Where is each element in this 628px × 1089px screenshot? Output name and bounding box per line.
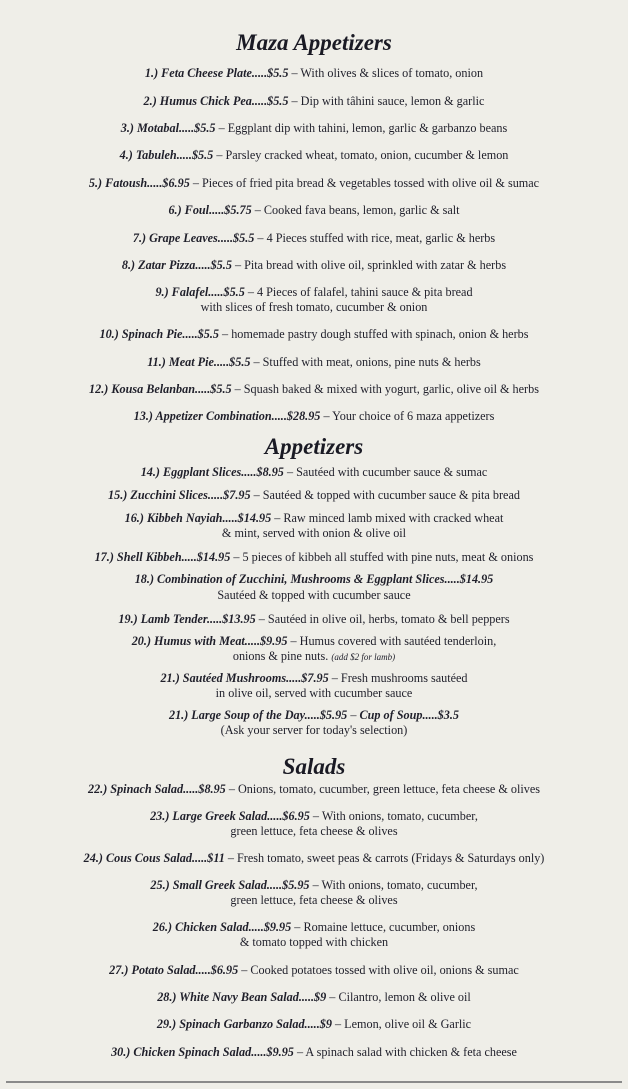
menu-item-line2 <box>0 723 628 738</box>
item-name: 20.) Humus with Meat.....$9.95 <box>131 634 288 648</box>
item-extra: Cup of Soup.....$3.5 <box>359 708 460 722</box>
item-name: 24.) Cous Cous Salad.....$11 <box>83 851 225 865</box>
menu-item <box>0 990 628 1005</box>
menu-item <box>0 708 628 723</box>
menu-item <box>0 94 628 109</box>
item-desc: – Fresh tomato, sweet peas & carrots (Fridays & Saturdays only) <box>224 851 545 865</box>
item-name: 9.) Falafel.....$5.5 <box>155 285 245 299</box>
item-name: 21.) Sautéed Mushrooms.....$7.95 <box>160 671 329 685</box>
item-name: 28.) White Navy Bean Salad.....$9 <box>157 990 327 1004</box>
item-name: 10.) Spinach Pie.....$5.5 <box>99 327 219 341</box>
menu-item <box>0 327 628 342</box>
item-name: 25.) Small Greek Salad.....$5.95 <box>150 878 310 892</box>
menu-item <box>0 465 628 480</box>
menu-item <box>0 66 628 81</box>
menu-item <box>0 963 628 978</box>
menu-item <box>0 382 628 397</box>
item-desc: – Fresh mushrooms sautéed <box>328 671 468 685</box>
item-name: 30.) Chicken Spinach Salad.....$9.95 <box>111 1045 294 1059</box>
item-desc: – Your choice of 6 maza appetizers <box>320 409 495 423</box>
menu-item-line2 <box>0 588 628 603</box>
item-name: 5.) Fatoush.....$6.95 <box>88 176 190 190</box>
item-desc: – Stuffed with meat, onions, pine nuts & herbs <box>250 355 481 369</box>
item-desc: – Humus covered with sautéed tenderloin, <box>287 634 497 648</box>
item-desc-line2: & tomato topped with chicken <box>239 935 389 949</box>
item-desc: – Cooked fava beans, lemon, garlic & salt <box>251 203 460 217</box>
menu-item <box>0 920 628 935</box>
item-desc-line2: green lettuce, feta cheese & olives <box>230 824 398 838</box>
item-desc: – Sautéed in olive oil, herbs, tomato & bell peppers <box>255 612 510 626</box>
item-name: 23.) Large Greek Salad.....$6.95 <box>150 809 310 823</box>
menu-item <box>0 285 628 300</box>
item-desc: – Squash baked & mixed with yogurt, garlic, olive oil & herbs <box>231 382 539 396</box>
item-desc: – homemade pastry dough stuffed with spinach, onion & herbs <box>219 327 529 341</box>
item-name: 1.) Feta Cheese Plate.....$5.5 <box>144 66 289 80</box>
menu-item <box>0 121 628 136</box>
item-note: (add $2 for lamb) <box>331 652 396 662</box>
menu-item <box>0 634 628 649</box>
menu-item <box>0 1017 628 1032</box>
item-name: 8.) Zatar Pizza.....$5.5 <box>121 258 232 272</box>
item-name: 29.) Spinach Garbanzo Salad.....$9 <box>156 1017 332 1031</box>
item-name: 22.) Spinach Salad.....$8.95 <box>87 782 226 796</box>
item-desc: – 4 Pieces stuffed with rice, meat, garlic & herbs <box>254 231 496 245</box>
menu-item <box>0 1045 628 1060</box>
item-desc: – With olives & slices of tomato, onion <box>288 66 484 80</box>
item-desc: – Raw minced lamb mixed with cracked wheat <box>271 511 504 525</box>
item-name: 6.) Foul.....$5.75 <box>168 203 252 217</box>
item-desc: – Lemon, olive oil & Garlic <box>331 1017 472 1031</box>
item-name: 21.) Large Soup of the Day.....$5.95 <box>168 708 348 722</box>
item-name: 26.) Chicken Salad.....$9.95 <box>152 920 292 934</box>
section-title-appetizers: Appetizers <box>264 434 364 459</box>
item-name: 4.) Tabuleh.....$5.5 <box>119 148 214 162</box>
item-desc: – <box>347 708 360 722</box>
menu-item <box>0 550 628 565</box>
item-name: 18.) Combination of Zucchini, Mushrooms & Eggplant Slices.....$14.95 <box>134 572 494 586</box>
menu-item <box>0 258 628 273</box>
menu-item <box>0 488 628 503</box>
item-desc-line2: Sautéed & topped with cucumber sauce <box>217 588 411 602</box>
item-name: 15.) Zucchini Slices.....$7.95 <box>108 488 251 502</box>
menu-item <box>0 671 628 686</box>
item-desc: – Romaine lettuce, cucumber, onions <box>291 920 476 934</box>
menu-item <box>0 148 628 163</box>
item-desc: – Sautéed with cucumber sauce & sumac <box>283 465 488 479</box>
item-name: 16.) Kibbeh Nayiah.....$14.95 <box>124 511 272 525</box>
item-desc: – Eggplant dip with tahini, lemon, garlic & garbanzo beans <box>215 121 508 135</box>
item-name: 27.) Potato Salad.....$6.95 <box>109 963 239 977</box>
item-name: 12.) Kousa Belanban.....$5.5 <box>89 382 232 396</box>
item-name: 19.) Lamb Tender.....$13.95 <box>118 612 256 626</box>
menu-item <box>0 572 628 587</box>
menu-item <box>0 355 628 370</box>
item-desc: – Dip with tâhini sauce, lemon & garlic <box>288 94 485 108</box>
menu-item <box>0 878 628 893</box>
menu-item <box>0 409 628 424</box>
item-name: 2.) Humus Chick Pea.....$5.5 <box>143 94 289 108</box>
item-desc: – Pieces of fried pita bread & vegetables tossed with olive oil & sumac <box>189 176 540 190</box>
item-desc: – Cooked potatoes tossed with olive oil, onions & sumac <box>238 963 519 977</box>
item-desc-line2: & mint, served with onion & olive oil <box>221 526 407 540</box>
menu-item <box>0 612 628 627</box>
item-desc: – Cilantro, lemon & olive oil <box>326 990 471 1004</box>
item-desc: – With onions, tomato, cucumber, <box>309 809 478 823</box>
menu-item <box>0 851 628 866</box>
section-title-maza: Maza Appetizers <box>236 30 392 55</box>
menu-item-line2 <box>0 300 628 315</box>
menu-item-line2 <box>0 649 628 665</box>
item-name: 14.) Eggplant Slices.....$8.95 <box>140 465 284 479</box>
item-desc: – Onions, tomato, cucumber, green lettuce, feta cheese & olives <box>225 782 541 796</box>
section-title-salads: Salads <box>282 754 346 779</box>
menu-item-line2 <box>0 686 628 701</box>
item-desc: – 4 Pieces of falafel, tahini sauce & pita bread <box>244 285 473 299</box>
item-desc: – Parsley cracked wheat, tomato, onion, cucumber & lemon <box>213 148 509 162</box>
item-desc: – 5 pieces of kibbeh all stuffed with pine nuts, meat & onions <box>230 550 534 564</box>
item-desc: – A spinach salad with chicken & feta cheese <box>293 1045 517 1059</box>
item-name: 13.) Appetizer Combination.....$28.95 <box>133 409 321 423</box>
item-desc: – With onions, tomato, cucumber, <box>309 878 478 892</box>
menu-item <box>0 782 628 797</box>
item-name: 3.) Motabal.....$5.5 <box>120 121 216 135</box>
item-desc-line2: green lettuce, feta cheese & olives <box>230 893 398 907</box>
menu-item-line2 <box>0 893 628 908</box>
menu-item-line2 <box>0 526 628 541</box>
menu-item <box>0 231 628 246</box>
item-desc-line2: onions & pine nuts. <box>232 649 329 663</box>
menu-item <box>0 809 628 824</box>
item-desc: – Sautéed & topped with cucumber sauce & pita bread <box>250 488 520 502</box>
item-name: 17.) Shell Kibbeh.....$14.95 <box>94 550 231 564</box>
item-name: 7.) Grape Leaves.....$5.5 <box>132 231 255 245</box>
menu-item <box>0 203 628 218</box>
item-desc-line2: with slices of fresh tomato, cucumber & onion <box>200 300 428 314</box>
menu-item-line2 <box>0 824 628 839</box>
menu-item <box>0 176 628 191</box>
menu-item <box>0 511 628 526</box>
item-name: 11.) Meat Pie.....$5.5 <box>147 355 251 369</box>
bottom-divider <box>6 1081 622 1083</box>
item-desc-line2: in olive oil, served with cucumber sauce <box>215 686 413 700</box>
item-desc-line2: (Ask your server for today's selection) <box>220 723 408 737</box>
menu-item-line2 <box>0 935 628 950</box>
item-desc: – Pita bread with olive oil, sprinkled with zatar & herbs <box>231 258 507 272</box>
